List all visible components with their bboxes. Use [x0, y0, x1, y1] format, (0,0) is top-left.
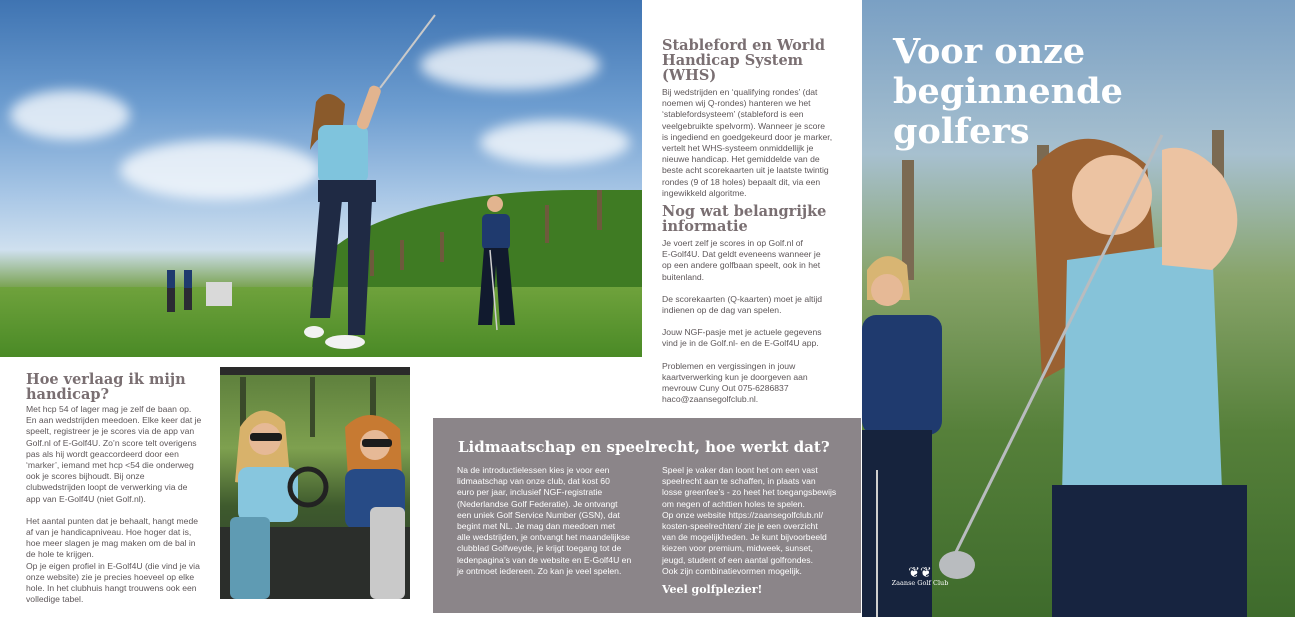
stableford-body: Bij wedstrijden en ‘qualifying rondes’ (dat noemen wij Q-rondes) hanteren we het ‘stablefordsysteem’ (stableford is een veelgebruikte spelvorm). Wanneer je score is ingediend en goedgekeurd door je marker, vertelt het WHS-systeem onmiddellijk je nieuwe handicap. Het gemiddelde van de beste acht scorekaarten uit je laatste twintig rondes (9 of 18 holes) bepaalt dit, via een ingewikkeld algoritme.	[662, 87, 833, 198]
info-paragraph-1: Je voert zelf je scores in op Golf.nl of E-Golf4U. Dat geldt eveneens wanneer je op een andere golfbaan speelt, ook in het buitenland.	[662, 238, 821, 282]
stableford-section	[662, 38, 848, 199]
golf-swing-photo	[0, 0, 642, 357]
info-paragraph-2: De scorekaarten (Q-kaarten) moet je altijd indienen op de dag van spelen.	[662, 293, 823, 316]
info-paragraph-4: Problemen en vergissingen in jouw kaartverwerking kun je doorgeven aan mevrouw Cuny Out 075-6286837 haco@zaansegolfclub.nl.	[662, 360, 808, 405]
info-paragraph-3: Jouw NGF-pasje met je actuele gegevens vind je in de Golf.nl- en de E-Golf4U app.	[662, 327, 822, 349]
membership-closing: Veel golfplezier!	[662, 583, 763, 596]
membership-section	[433, 418, 861, 613]
cover-title: Voor onze beginnende golfers	[893, 31, 1123, 152]
membership-column-1: Na de introductielessen kies je voor een lidmaatschap van onze club, dat kost 60 euro per jaar, inclusief NGF-registratie (Nederlandse Golf Federatie). Je ontvangt een uniek Golf Service Number (GSN), dat begint met NL. Je mag dan meedoen met alle wedstrijden, je ontvangt het maandelijkse clubblad Golfweyde, je krijgt toegang tot de ledenpagina’s van de website en E-Golf4U en je ontmoet iedereen. Zo kan je veel spelen.	[457, 465, 632, 576]
handicap-paragraph-1: Met hcp 54 of lager mag je zelf de baan op. En aan wedstrijden meedoen. Elke keer dat je speelt, registreer je je scores via de app van Golf.nl of E-Golf4U. Zo’n score telt overigens pas als hij wordt geaccordeerd door een ‘marker’, iemand met hcp <54 die onderweg ook je scores bijhoudt. Bij onze clubwedstrijden loopt de verwerking via de app van E-Golf4U (niet Golf.nl).	[26, 404, 202, 504]
golfers-illustration	[0, 0, 642, 357]
membership-column-2: Speel je vaker dan loont het om een vast speelrecht aan te schaffen, in plaats van losse greenfee’s - zo heet het toegangsbewijs om negen of achttien holes te spelen. Op onze website https://zaansegolfclub.nl/ kosten-speelrechten/ zie je een overzicht van de mogelijkheden. Je kunt bijvoorbeeld kiezen voor premium, midweek, sunset, jeugd, student of een aantal golfrondes. Ook zijn combinatievormen mogelijk.	[662, 465, 837, 576]
club-logo	[890, 565, 950, 587]
handicap-section	[26, 372, 210, 605]
handicap-heading: Hoe verlaag ik mijn handicap?	[26, 371, 186, 403]
stableford-heading: Stableford en World Handicap System (WHS)	[662, 37, 826, 84]
important-info-section	[662, 204, 848, 405]
handicap-paragraph-2: Het aantal punten dat je behaalt, hangt mede af van je handicapniveau. Hoe hoger dat is, hoe meer slagen je mag maken om de bal in de hole te krijgen. Op je eigen profiel in E-Golf4U (die vind je via onze website) zie je precies hoeveel op elke hole. In het clubhuis hangt trouwens ook een volledige tabel.	[26, 515, 200, 605]
info-heading: Nog wat belangrijke informatie	[662, 203, 827, 235]
membership-heading: Lidmaatschap en speelrecht, hoe werkt dat?	[458, 438, 830, 456]
golf-cart-photo	[220, 367, 410, 599]
golf-cart-illustration	[220, 367, 410, 599]
swan-logo-icon: ❦❦	[908, 564, 932, 580]
club-logo-text: Zaanse Golf Club	[891, 579, 949, 587]
